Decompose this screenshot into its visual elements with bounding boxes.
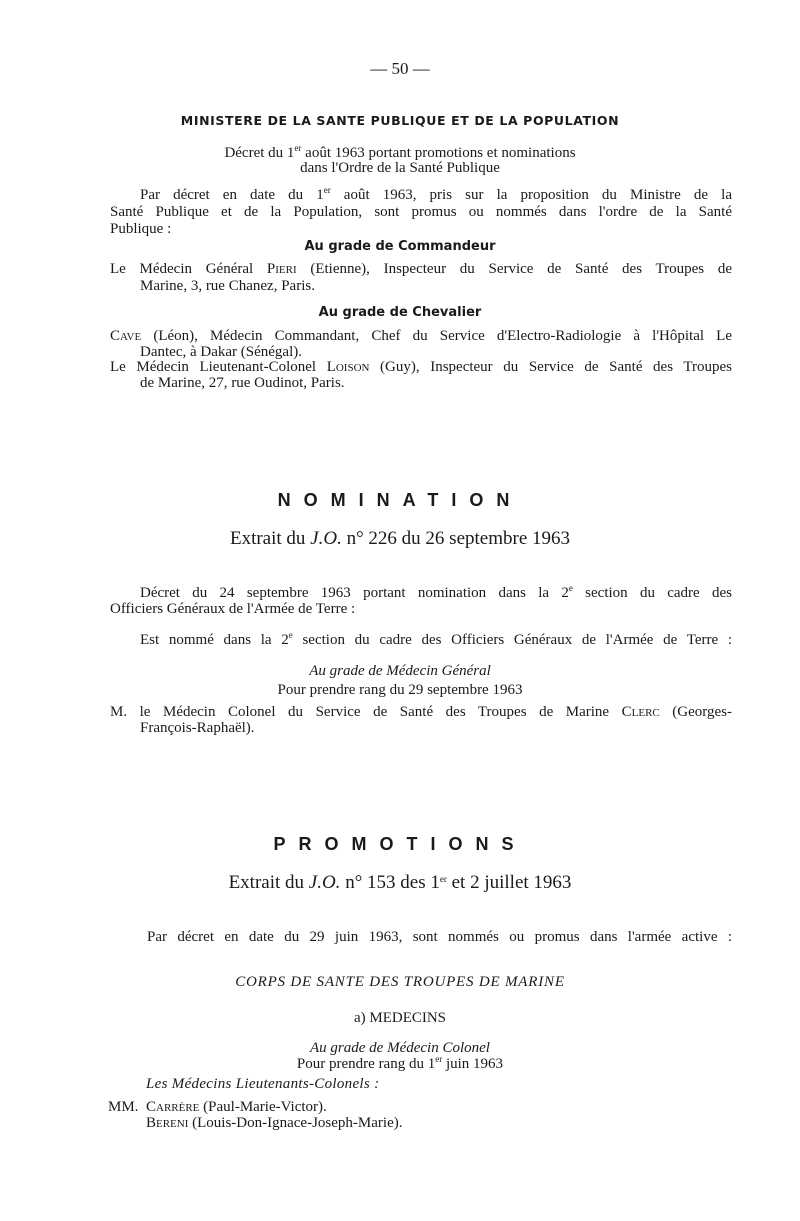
promotions-rank: Pour prendre rang du 1er juin 1963	[296, 1054, 504, 1072]
chevalier-2-name: Loison	[326, 359, 370, 375]
promotions-decree: Par décret en date du 29 juin 1963, sont nommés ou promus dans l'armée active :	[147, 929, 732, 945]
nomination-person-name: Clerc	[621, 704, 660, 720]
nomination-extract: Extrait du J.O. n° 226 du 26 septembre 1963	[229, 528, 571, 549]
ministry-title: MINISTERE DE LA SANTE PUBLIQUE ET DE LA POPULATION	[180, 113, 620, 128]
nomination-named: Est nommé dans la 2e section du cadre des Officiers Généraux de l'Armée de Terre :	[140, 630, 732, 648]
chevalier-entry-1-line2: Dantec, à Dakar (Sénégal).	[140, 344, 302, 360]
promotions-person-1: Carrère (Paul-Marie-Victor).	[146, 1099, 327, 1115]
nomination-decree-line2: Officiers Généraux de l'Armée de Terre :	[110, 601, 356, 617]
nomination-grade: Au grade de Médecin Général	[309, 663, 491, 679]
promotions-corps: CORPS DE SANTE DES TROUPES DE MARINE	[235, 974, 565, 990]
promotions-heading: PROMOTIONS	[273, 834, 527, 854]
promotions-person-2: Bereni (Louis-Don-Ignace-Joseph-Marie).	[146, 1115, 403, 1131]
promotions-group: Les Médecins Lieutenants-Colonels :	[146, 1076, 380, 1092]
nomination-decree-line1: Décret du 24 septembre 1963 portant nomination dans la 2e section du cadre des	[140, 583, 732, 601]
nomination-person-line2: François-Raphaël).	[140, 720, 255, 736]
ministry-paragraph-line1: Par décret en date du 1er août 1963, pris sur la proposition du Ministre de la	[140, 185, 732, 203]
chevalier-entry-2-line2: de Marine, 27, rue Oudinot, Paris.	[140, 375, 345, 391]
page-number: — 50 —	[370, 59, 430, 78]
ministry-decree-line2: dans l'Ordre de la Santé Publique	[300, 160, 500, 176]
commandeur-entry-line1: Le Médecin Général Pieri (Etienne), Inspecteur du Service de Santé des Troupes de	[110, 261, 732, 277]
ministry-paragraph-line2: Santé Publique et de la Population, sont promus ou nommés dans l'ordre de la Santé	[110, 204, 732, 220]
chevalier-entry-2-line1: Le Médecin Lieutenant-Colonel Loison (Guy), Inspecteur du Service de Santé des Troupes	[110, 359, 732, 375]
grade-chevalier-heading: Au grade de Chevalier	[318, 305, 482, 320]
promotions-grade: Au grade de Médecin Colonel	[310, 1040, 490, 1056]
promotions-section: a) MEDECINS	[353, 1010, 447, 1026]
promotions-extract: Extrait du J.O. n° 153 des 1er et 2 juillet 1963	[228, 872, 572, 893]
commandeur-name: Pieri	[266, 261, 297, 277]
grade-commandeur-heading: Au grade de Commandeur	[304, 239, 496, 254]
nomination-heading: NOMINATION	[277, 490, 523, 510]
promotions-person-2-name: Bereni	[146, 1115, 189, 1131]
chevalier-1-name: Cave	[110, 328, 142, 344]
promotions-person-1-name: Carrère	[146, 1099, 200, 1115]
nomination-rank: Pour prendre rang du 29 septembre 1963	[277, 682, 523, 698]
ministry-paragraph-line3: Publique :	[110, 221, 172, 237]
commandeur-entry-line2: Marine, 3, rue Chanez, Paris.	[140, 278, 315, 294]
nomination-person-line1: M. le Médecin Colonel du Service de Santé des Troupes de Marine Clerc (Georges-	[110, 704, 733, 720]
ministry-decree-line1: Décret du 1er août 1963 portant promotions et nominations	[224, 143, 576, 161]
chevalier-entry-1-line1: Cave (Léon), Médecin Commandant, Chef du Service d'Electro-Radiologie à l'Hôpital Le	[110, 328, 732, 344]
promotions-mm: MM.	[108, 1099, 139, 1115]
